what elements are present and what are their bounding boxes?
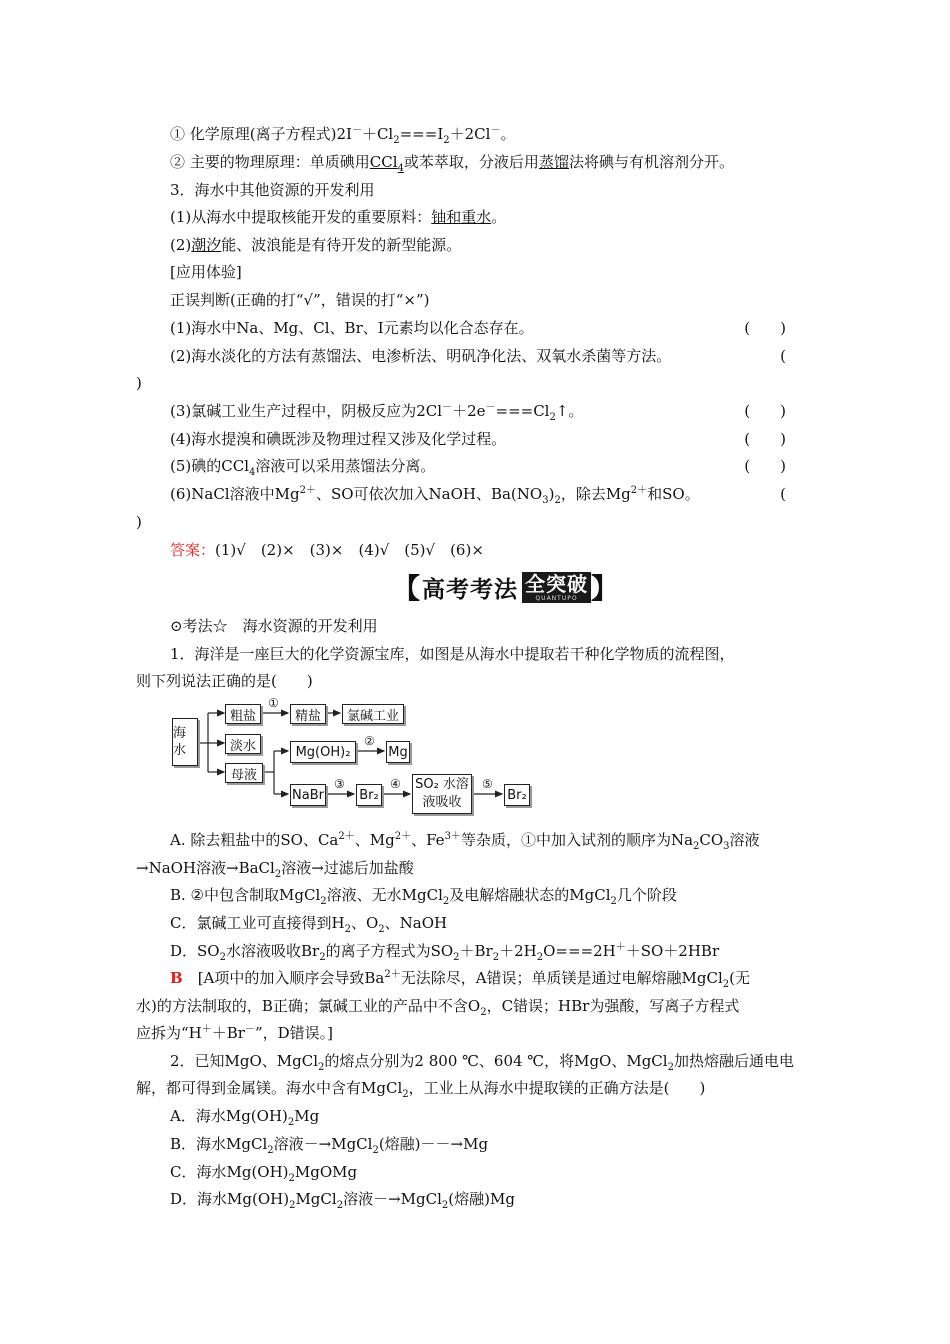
text-line: [136, 858, 414, 878]
answer-parenthesis: ( ): [744, 430, 786, 448]
text-line: [170, 152, 734, 172]
text-run: ”，D错误。]: [254, 1024, 334, 1042]
flowchart: [170, 696, 540, 816]
text-run: 2: [378, 924, 385, 935]
step4-label: ④: [390, 777, 401, 791]
text-run: (熔融)Mg: [448, 1190, 515, 1208]
text-line: [170, 941, 719, 961]
fresh-water-box: 淡水: [225, 734, 261, 754]
mgoh2-box: Mg(OH)₂: [290, 741, 356, 763]
text-run: ): [136, 513, 142, 531]
text-run: ＋: [615, 942, 626, 953]
text-run: 溶液－→MgCl: [343, 1190, 442, 1208]
text-run: O===2H: [543, 942, 616, 960]
text-run: 2: [393, 135, 400, 146]
step5-label: ⑤: [482, 777, 493, 791]
text-run: 2: [219, 952, 226, 963]
text-run: 2: [442, 896, 450, 907]
text-run: 2: [554, 495, 561, 506]
text-run: ＋2Cl: [449, 125, 491, 143]
text-run: ＋Br: [459, 942, 493, 960]
text-run: 溶液: [729, 831, 760, 849]
text-run: 的离子方程式为SO: [325, 942, 454, 960]
text-run: －: [490, 125, 501, 136]
text-run: 及电解熔融状态的MgCl: [449, 886, 611, 904]
text-run: 2: [722, 979, 730, 990]
so2-absorb-box: [412, 774, 472, 814]
step1-label: ①: [268, 696, 279, 710]
banner-badge: [522, 572, 591, 603]
mg-box: Mg: [386, 741, 410, 763]
text-run: ＋Br: [211, 1024, 245, 1042]
banner-left-bracket: 【: [392, 572, 421, 605]
text-run: D．海水Mg(OH): [170, 1190, 290, 1208]
text-run: 2: [480, 1007, 487, 1018]
text-run: 溶液→过滤后加盐酸: [281, 859, 414, 877]
text-run: 。: [500, 125, 516, 143]
seawater-box: 海水: [172, 718, 198, 766]
text-run: 2: [693, 841, 700, 852]
text-line: [170, 180, 375, 200]
text-line: [136, 671, 313, 691]
text-run: 答案：: [170, 541, 216, 559]
text-run: 2＋: [384, 969, 401, 980]
answer-parenthesis: (: [780, 485, 786, 503]
text-run: 4: [397, 163, 404, 174]
text-run: 2＋: [338, 831, 355, 842]
text-run: 或苯萃取，分液后用: [403, 153, 539, 171]
text-run: D．SO: [170, 942, 220, 960]
text-run: 、Mg: [354, 831, 395, 849]
text-line: [170, 124, 515, 144]
text-line: [170, 540, 484, 560]
text-run: 的熔点分别为2 800 ℃、604 ℃，将MgO、MgCl: [324, 1052, 668, 1070]
text-run: ① 化学原理(离子方程式)2I: [170, 125, 352, 143]
text-run: 水溶液吸收Br: [225, 942, 320, 960]
text-run: ＋SO＋2HBr: [625, 942, 720, 960]
text-run: B. ②中包含制取MgCl: [170, 886, 321, 904]
text-run: 、SO可依次加入NaOH、Ba(NO: [315, 485, 543, 503]
nabr-box: NaBr: [290, 784, 326, 806]
text-line: [170, 207, 506, 227]
text-run: 、NaOH: [384, 914, 448, 932]
text-run: 2: [453, 952, 460, 963]
text-line: [136, 512, 142, 532]
text-run: A. 除去粗盐中的SO、Ca: [170, 831, 339, 849]
text-run: ===Cl: [495, 402, 550, 420]
text-run: [A项中的加入顺序会导致Ba: [182, 969, 385, 987]
text-run: A．海水Mg(OH): [170, 1107, 288, 1125]
answer-parenthesis: ( ): [744, 319, 786, 337]
text-run: ② 主要的物理原理：单质碘用: [170, 153, 370, 171]
text-run: (5)碘的CCl: [170, 457, 249, 475]
text-line: [170, 290, 430, 310]
text-run: 2: [492, 952, 500, 963]
text-run: 4: [249, 467, 256, 478]
text-line: [170, 484, 700, 504]
text-run: 2: [372, 1145, 379, 1156]
text-line: [170, 913, 447, 933]
text-run: ＋: [201, 1024, 212, 1035]
text-run: 2: [318, 1062, 325, 1073]
chlor-alkali-box: 氯碱工业: [342, 704, 404, 724]
text-run: 。: [491, 208, 507, 226]
text-line: [136, 1078, 705, 1098]
section-banner: [392, 570, 619, 604]
text-line: [170, 318, 534, 338]
text-run: 蒸馏: [538, 153, 569, 171]
text-run: ===I: [399, 125, 444, 143]
so2-absorb-line1: SO₂ 水溶: [415, 777, 469, 792]
text-run: (3)氯碱工业生产过程中，阴极反应为2Cl: [170, 402, 443, 420]
text-run: (2): [170, 236, 192, 254]
text-run: ，除去Mg: [560, 485, 631, 503]
text-run: 正误判断(正确的打“√”，错误的打“×”): [170, 291, 430, 309]
text-run: ，工业上从海水中提取镁的正确方法是( ): [408, 1079, 706, 1097]
text-run: C．氯碱工业可直接得到H: [170, 914, 345, 932]
text-line: [170, 830, 760, 850]
text-run: ): [548, 485, 555, 503]
text-run: 和SO。: [647, 485, 700, 503]
fine-salt-box: 精盐: [290, 704, 326, 724]
banner-right-bracket: 】: [591, 572, 620, 605]
text-run: ，C错误；HBr为强酸，写离子方程式: [486, 997, 740, 1015]
text-line: [170, 262, 242, 282]
text-run: ＋2e: [452, 402, 486, 420]
crude-salt-box: 粗盐: [225, 704, 261, 724]
text-line: [170, 429, 506, 449]
text-run: (1)从海水中提取核能开发的重要原料：: [170, 208, 432, 226]
text-run: 2: [319, 952, 326, 963]
text-run: 2: [287, 1117, 295, 1128]
text-run: 水)的方法制取的，B正确；氯碱工业的产品中不含O: [136, 997, 481, 1015]
text-run: (1)√ (2)× (3)× (4)√ (5)√ (6)×: [215, 541, 484, 559]
text-run: 无法除尽，A错误；单质镁是通过电解熔融MgCl: [400, 969, 723, 987]
text-run: 2: [274, 869, 282, 880]
text-run: 加热熔融后通电电: [673, 1052, 794, 1070]
text-run: 2: [402, 1089, 409, 1100]
text-run: (6)NaCl溶液中Mg: [170, 485, 300, 503]
banner-badge-text: 全突破: [525, 571, 589, 596]
text-run: 则下列说法正确的是( ): [136, 672, 313, 690]
text-run: 3: [723, 841, 730, 852]
answer-parenthesis: (: [780, 347, 786, 365]
text-run: 2＋: [394, 831, 412, 842]
text-run: [应用体验]: [170, 263, 242, 281]
text-line: [170, 1051, 794, 1071]
text-run: 2．已知MgO、MgCl: [170, 1052, 319, 1070]
text-line: [170, 1189, 515, 1209]
text-run: 、Fe: [411, 831, 445, 849]
step3-label: ③: [334, 777, 345, 791]
text-run: －: [442, 402, 453, 413]
text-run: 1．海洋是一座巨大的化学资源宝库，如图是从海水中提取若干种化学物质的流程图，: [170, 645, 735, 663]
text-run: CO: [699, 831, 724, 849]
text-run: －: [485, 402, 496, 413]
text-run: 溶液－→MgCl: [273, 1135, 373, 1153]
text-run: (2)海水淡化的方法有蒸馏法、电渗析法、明矾净化法、双氧水杀菌等方法。: [170, 347, 672, 365]
banner-badge-subtext: QUANTUPO: [535, 594, 578, 602]
text-run: 溶液、无水MgCl: [326, 886, 443, 904]
text-run: 2: [336, 1200, 344, 1211]
text-run: 2: [344, 924, 351, 935]
text-run: B: [170, 969, 183, 987]
text-line: [170, 885, 677, 905]
text-run: C．海水Mg(OH): [170, 1163, 289, 1181]
text-run: 3．海水中其他资源的开发利用: [170, 181, 375, 199]
text-line: [170, 456, 435, 476]
text-run: ＋2H: [499, 942, 537, 960]
text-run: 2: [320, 896, 327, 907]
text-line: [136, 373, 142, 393]
text-run: →NaOH溶液→BaCl: [136, 859, 275, 877]
text-run: 2＋: [630, 485, 648, 496]
text-line: [170, 968, 750, 988]
text-run: 能、波浪能是有待开发的新型能源。: [221, 236, 462, 254]
text-run: 2: [288, 1173, 295, 1184]
text-run: 法将碘与有机溶剂分开。: [568, 153, 734, 171]
answer-parenthesis: ( ): [744, 457, 786, 475]
text-run: MgCl: [295, 1190, 337, 1208]
text-run: 2: [667, 1062, 674, 1073]
text-run: 2: [267, 1145, 274, 1156]
text-run: (1)海水中Na、Mg、Cl、Br、I元素均以化合态存在。: [170, 319, 534, 337]
text-run: 、O: [350, 914, 379, 932]
text-run: 2: [441, 1200, 449, 1211]
text-run: 3: [542, 495, 549, 506]
text-line: [170, 401, 583, 421]
text-line: [170, 644, 735, 664]
text-line: [170, 1162, 357, 1182]
text-run: (4)海水提溴和碘既涉及物理过程又涉及化学过程。: [170, 430, 507, 448]
text-run: 2: [536, 952, 544, 963]
text-run: 应拆为“H: [136, 1024, 202, 1042]
text-line: [170, 1134, 488, 1154]
text-line: [136, 1023, 333, 1043]
text-run: (无: [729, 969, 751, 987]
text-line: [170, 1106, 319, 1126]
answer-parenthesis: ( ): [744, 402, 786, 420]
text-run: ): [136, 374, 142, 392]
text-run: 2: [289, 1200, 296, 1211]
text-run: 2: [610, 896, 617, 907]
step2-label: ②: [364, 734, 375, 748]
text-run: 2: [443, 135, 450, 146]
text-run: 潮汐: [191, 236, 222, 254]
text-run: (熔融)－－→Mg: [378, 1135, 489, 1153]
text-run: MgOMg: [294, 1163, 358, 1181]
br2-box-b: Br₂: [504, 784, 530, 806]
text-run: 等杂质，①中加入试剂的顺序为Na: [460, 831, 694, 849]
banner-title: 高考考法: [422, 576, 519, 603]
text-run: 溶液可以采用蒸馏法分离。: [255, 457, 436, 475]
text-run: 2: [549, 412, 556, 423]
text-run: －: [351, 125, 362, 136]
text-line: [170, 346, 671, 366]
text-run: 3＋: [444, 831, 461, 842]
text-line: [170, 616, 378, 636]
text-line: [170, 235, 461, 255]
br2-box-a: Br₂: [356, 784, 382, 806]
text-run: 铀和重水: [431, 208, 492, 226]
text-run: ↑。: [555, 402, 584, 420]
mother-liquor-box: 母液: [225, 763, 263, 783]
text-run: Mg: [294, 1107, 320, 1125]
text-run: ⊙考法☆ 海水资源的开发利用: [170, 617, 378, 635]
text-run: 几个阶段: [616, 886, 677, 904]
text-run: －: [244, 1024, 255, 1035]
text-run: B．海水MgCl: [170, 1135, 268, 1153]
text-run: 解，都可得到金属镁。海水中含有MgCl: [136, 1079, 403, 1097]
text-run: CCl: [369, 153, 398, 171]
so2-absorb-line2: 液吸收: [422, 795, 462, 810]
text-run: 2＋: [299, 485, 316, 496]
text-run: ＋Cl: [361, 125, 394, 143]
text-line: [136, 996, 739, 1016]
